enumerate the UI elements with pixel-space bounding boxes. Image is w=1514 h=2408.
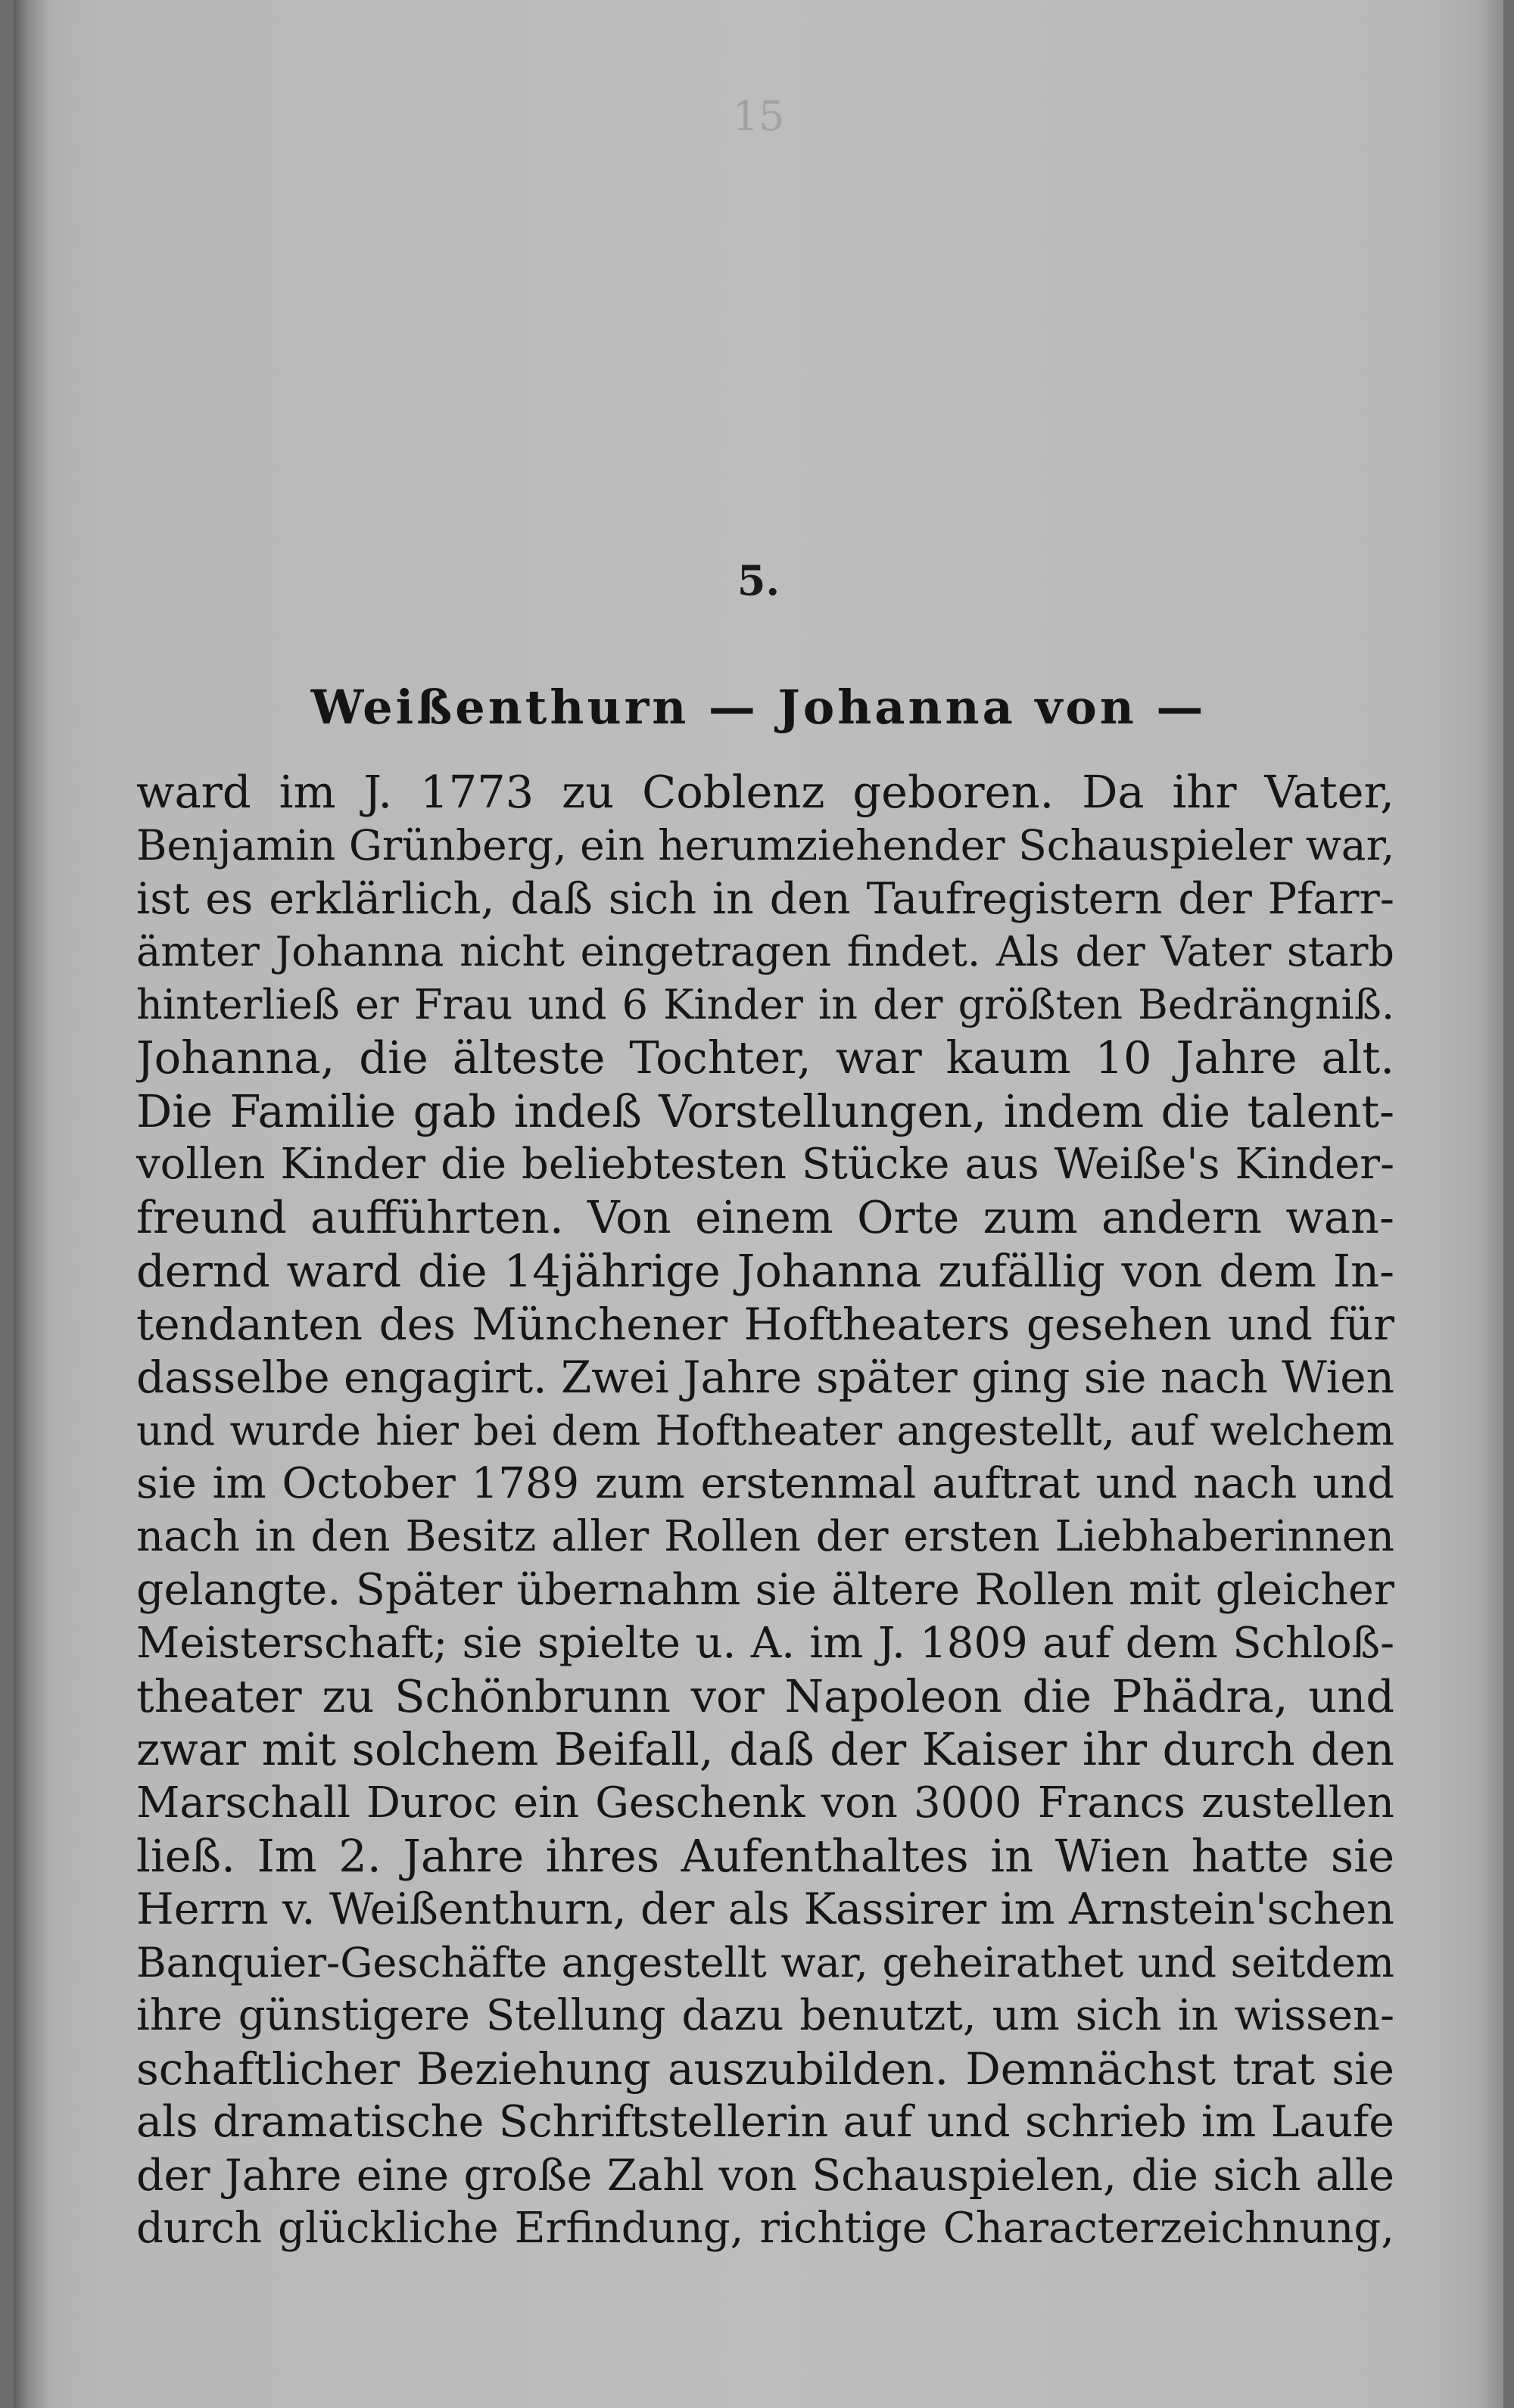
text-line: Meisterschaft; sie spielte u. A. im J. 1809 auf dem Schloß-: [136, 1618, 1394, 1668]
text-line: Johanna, die älteste Tochter, war kaum 10 Jahre alt.: [136, 1031, 1394, 1084]
text-line: hinterließ er Frau und 6 Kinder in der größten Bedrängniß.: [136, 981, 1394, 1029]
entry-body: [136, 766, 1394, 2255]
text-line: nach in den Besitz aller Rollen der ersten Liebhaberinnen: [136, 1512, 1394, 1562]
text-line: ist es erklärlich, daß sich in den Taufregistern der Pfarr-: [136, 873, 1394, 924]
text-line: als dramatische Schriftstellerin auf und schrieb im Laufe: [136, 2097, 1394, 2148]
text-line: Die Familie gab indeß Vorstellungen, indem die talent-: [136, 1084, 1394, 1137]
page-number: 15: [732, 92, 785, 140]
text-line: vollen Kinder die beliebtesten Stücke aus Weiße's Kinder-: [136, 1140, 1394, 1190]
text-line: schaftlicher Beziehung auszubilden. Demnächst trat sie: [136, 2043, 1394, 2095]
text-line: der Jahre eine große Zahl von Schauspielen, die sich alle: [136, 2150, 1394, 2201]
text-line: theater zu Schönbrunn vor Napoleon die Phädra, und: [136, 1670, 1394, 1723]
text-line: und wurde hier bei dem Hoftheater angestellt, auf welchem: [136, 1406, 1394, 1454]
section-number: 5.: [737, 556, 780, 605]
text-line: dasselbe engagirt. Zwei Jahre später ging sie nach Wien: [136, 1352, 1394, 1404]
text-line: ließ. Im 2. Jahre ihres Aufenthaltes in Wien hatte sie: [136, 1829, 1394, 1882]
page-edge-shadow: [1481, 0, 1503, 2408]
text-line: Benjamin Grünberg, ein herumziehender Schauspieler war,: [136, 821, 1394, 870]
binding-gutter-shadow: [14, 0, 50, 2408]
text-line: Banquier-Geschäfte angestellt war, geheirathet und seitdem: [136, 1938, 1394, 1986]
text-line: ward im J. 1773 zu Coblenz geboren. Da ihr Vater,: [136, 766, 1394, 818]
text-line: ämter Johanna nicht eingetragen findet. Als der Vater starb: [136, 927, 1394, 975]
text-line: freund aufführten. Von einem Orte zum andern wan-: [136, 1191, 1394, 1244]
book-page: [14, 0, 1503, 2408]
text-line: tendanten des Münchener Hoftheaters gesehen und für: [136, 1298, 1394, 1350]
text-line: zwar mit solchem Beifall, daß der Kaiser ihr durch den: [136, 1723, 1394, 1776]
text-line: dernd ward die 14jährige Johanna zufällig von dem In-: [136, 1244, 1394, 1297]
text-line: gelangte. Später übernahm sie ältere Rollen mit gleicher: [136, 1565, 1394, 1616]
text-line: Marschall Duroc ein Geschenk von 3000 Francs zustellen: [136, 1778, 1394, 1828]
entry-heading: Weißenthurn — Johanna von —: [310, 680, 1207, 735]
text-line: ihre günstigere Stellung dazu benutzt, um sich in wissen-: [136, 1990, 1394, 2040]
text-line: sie im October 1789 zum erstenmal auftrat und nach und: [136, 1458, 1394, 1508]
text-line: Herrn v. Weißenthurn, der als Kassirer im Arnstein'schen: [136, 1884, 1394, 1935]
text-line: durch glückliche Erfindung, richtige Characterzeichnung,: [136, 2204, 1394, 2254]
